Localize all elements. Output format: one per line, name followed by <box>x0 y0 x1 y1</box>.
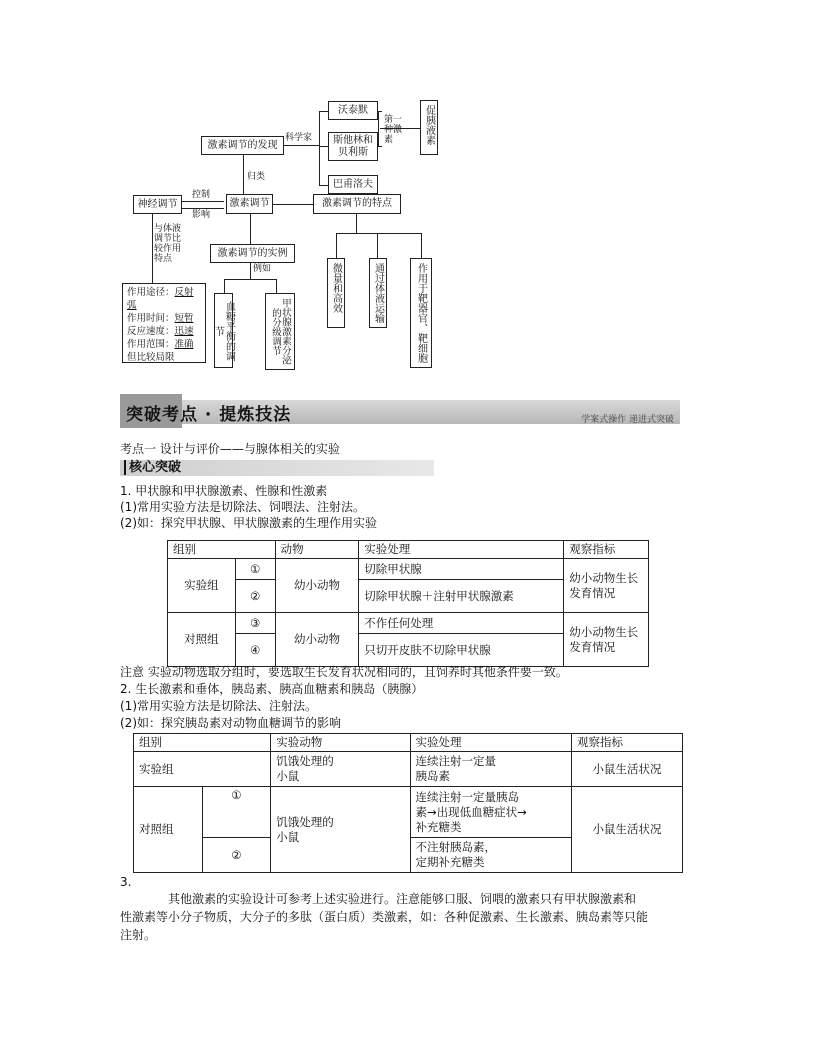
compare-line: 反应速度：迅速 <box>127 326 194 337</box>
paragraph-1: 1. 甲状腺和甲状腺激素、性腺和性激素 <box>120 484 328 498</box>
compare-label: 与体液调节比较作用特点 <box>154 224 182 264</box>
table-insulin <box>133 733 683 873</box>
connector <box>319 146 328 147</box>
connector <box>319 111 328 112</box>
influence-label: 影响 <box>192 210 211 220</box>
first-hormone-label: 第一种激素 <box>384 115 403 145</box>
connector <box>224 279 276 280</box>
num-cell: ④ <box>235 634 275 667</box>
connector <box>273 204 313 205</box>
features-box: 激素调节的特点 <box>313 194 401 214</box>
connector <box>378 111 382 112</box>
table-row <box>168 559 649 580</box>
treatment-cell: 连续注射一定量胰岛素→出现低血糖症状→补充糖类 <box>410 787 571 838</box>
connector <box>224 279 225 293</box>
paragraph-1b: (2)如：探究甲状腺、甲状腺激素的生理作用实验 <box>120 516 377 530</box>
compare-line: 作用范围：准确 <box>127 339 194 350</box>
animal-cell: 饥饿处理的小鼠 <box>271 752 410 787</box>
treatment-cell: 不作任何处理 <box>359 613 564 634</box>
connector <box>243 155 244 194</box>
num-cell: ② <box>202 838 271 873</box>
compare-line: 作用时间：短暂 <box>127 313 194 324</box>
paragraph-3-line2: 性激素等小分子物质，大分子的多肽（蛋白质）类激素，如：各种促激素、生长激素、胰岛素等只能 <box>120 910 649 924</box>
scientists-label: 科学家 <box>285 133 313 143</box>
table-thyroid <box>167 540 649 667</box>
num-cell: ① <box>235 559 275 580</box>
table-row <box>134 752 683 787</box>
treatment-cell: 切除甲状腺＋注射甲状腺激素 <box>359 580 564 613</box>
feature1-box: 微量和高效 <box>327 258 345 328</box>
topic-heading: 考点一 设计与评价——与腺体相关的实验 <box>120 442 340 456</box>
category-label: 归类 <box>247 172 266 182</box>
feature3-box: 作用于靶器官、靶细胞 <box>410 258 432 368</box>
hormonal-box: 激素调节 <box>226 194 273 214</box>
group-cell: 实验组 <box>134 752 271 787</box>
num-cell: ① <box>202 787 271 838</box>
table-row <box>168 613 649 634</box>
secretin-box: 促胰液素 <box>420 100 438 155</box>
num-cell: ③ <box>235 613 275 634</box>
paragraph-3-num: 3. <box>120 875 132 889</box>
starling-box: 斯他林和贝利斯 <box>328 132 378 161</box>
group-cell: 对照组 <box>134 787 203 873</box>
header-cell: 动物 <box>275 541 359 559</box>
compare-line: 但比较局限 <box>127 352 175 363</box>
feature2-box: 通过体液运输 <box>369 258 387 328</box>
animal-cell: 饥饿处理的小鼠 <box>271 787 410 873</box>
header-cell: 组别 <box>134 734 271 752</box>
observe-cell: 幼小动物生长发育情况 <box>564 613 649 667</box>
header-cell: 实验处理 <box>410 734 571 752</box>
example1-box: 血糖平衡的调节 <box>214 293 233 368</box>
paragraph-2a: (1)常用实验方法是切除法、注射法。 <box>120 699 317 713</box>
connector <box>377 233 378 258</box>
compare-box <box>122 283 206 363</box>
group-cell: 对照组 <box>168 613 236 667</box>
connector <box>421 233 422 258</box>
woertai-box: 沃泰默 <box>328 101 378 120</box>
examples-box: 激素调节的实例 <box>210 244 295 263</box>
table-header-row <box>168 541 649 559</box>
treatment-cell: 连续注射一定量胰岛素 <box>410 752 571 787</box>
pavlov-box: 巴甫洛夫 <box>328 175 378 194</box>
core-section-bar <box>120 460 434 476</box>
connector <box>336 233 337 258</box>
connector <box>319 111 320 186</box>
banner-subtitle: 学案式操作 递进式突破 <box>581 415 674 425</box>
observe-cell: 小鼠生活状况 <box>571 752 682 787</box>
connector <box>284 145 319 146</box>
header-cell: 实验动物 <box>271 734 410 752</box>
connector <box>378 146 382 147</box>
paragraph-1a: (1)常用实验方法是切除法、饲喂法、注射法。 <box>120 500 365 514</box>
compare-line: 作用途径：反射弧 <box>127 287 194 311</box>
example2-box: 甲状腺激素分泌的分级调节 <box>265 293 295 370</box>
connector <box>378 111 379 147</box>
observe-cell: 幼小动物生长发育情况 <box>564 559 649 613</box>
connector <box>250 214 251 244</box>
header-cell: 观察指标 <box>564 541 649 559</box>
section-banner <box>120 394 680 428</box>
treatment-cell: 不注射胰岛素，定期补充糖类 <box>410 838 571 873</box>
header-cell: 观察指标 <box>571 734 682 752</box>
discovery-box: 激素调节的发现 <box>201 136 284 155</box>
note: 注意 实验动物选取分组时，要选取生长发育状况相同的，且饲养时其他条件要一致。 <box>120 665 568 679</box>
paragraph-3-line3: 注射。 <box>120 928 157 942</box>
neural-box: 神经调节 <box>133 195 182 214</box>
connector <box>250 263 251 279</box>
header-cell: 组别 <box>168 541 276 559</box>
example-label: 例如 <box>253 264 272 274</box>
table-row <box>134 787 683 838</box>
connector <box>319 185 328 186</box>
connector <box>356 214 357 233</box>
animal-cell: 幼小动物 <box>275 613 359 667</box>
connector <box>276 279 277 293</box>
connector <box>336 233 421 234</box>
section-title: 核心突破 <box>124 460 181 476</box>
arrow-influence <box>182 208 224 209</box>
treatment-cell: 只切开皮肤不切除甲状腺 <box>359 634 564 667</box>
header-cell: 实验处理 <box>359 541 564 559</box>
paragraph-2: 2. 生长激素和垂体，胰岛素、胰高血糖素和胰岛（胰腺） <box>120 682 424 696</box>
connector <box>152 214 153 283</box>
observe-cell: 小鼠生活状况 <box>571 787 682 873</box>
arrow-control <box>182 201 224 202</box>
group-cell: 实验组 <box>168 559 236 613</box>
num-cell: ② <box>235 580 275 613</box>
paragraph-3-line1: 其他激素的实验设计可参考上述实验进行。注意能够口服、饲喂的激素只有甲状腺激素和 <box>168 892 637 906</box>
animal-cell: 幼小动物 <box>275 559 359 613</box>
paragraph-2b: (2)如：探究胰岛素对动物血糖调节的影响 <box>120 716 341 730</box>
banner-title: 突破考点 · 提炼技法 <box>126 405 292 425</box>
table-header-row <box>134 734 683 752</box>
treatment-cell: 切除甲状腺 <box>359 559 564 580</box>
control-label: 控制 <box>192 190 211 200</box>
